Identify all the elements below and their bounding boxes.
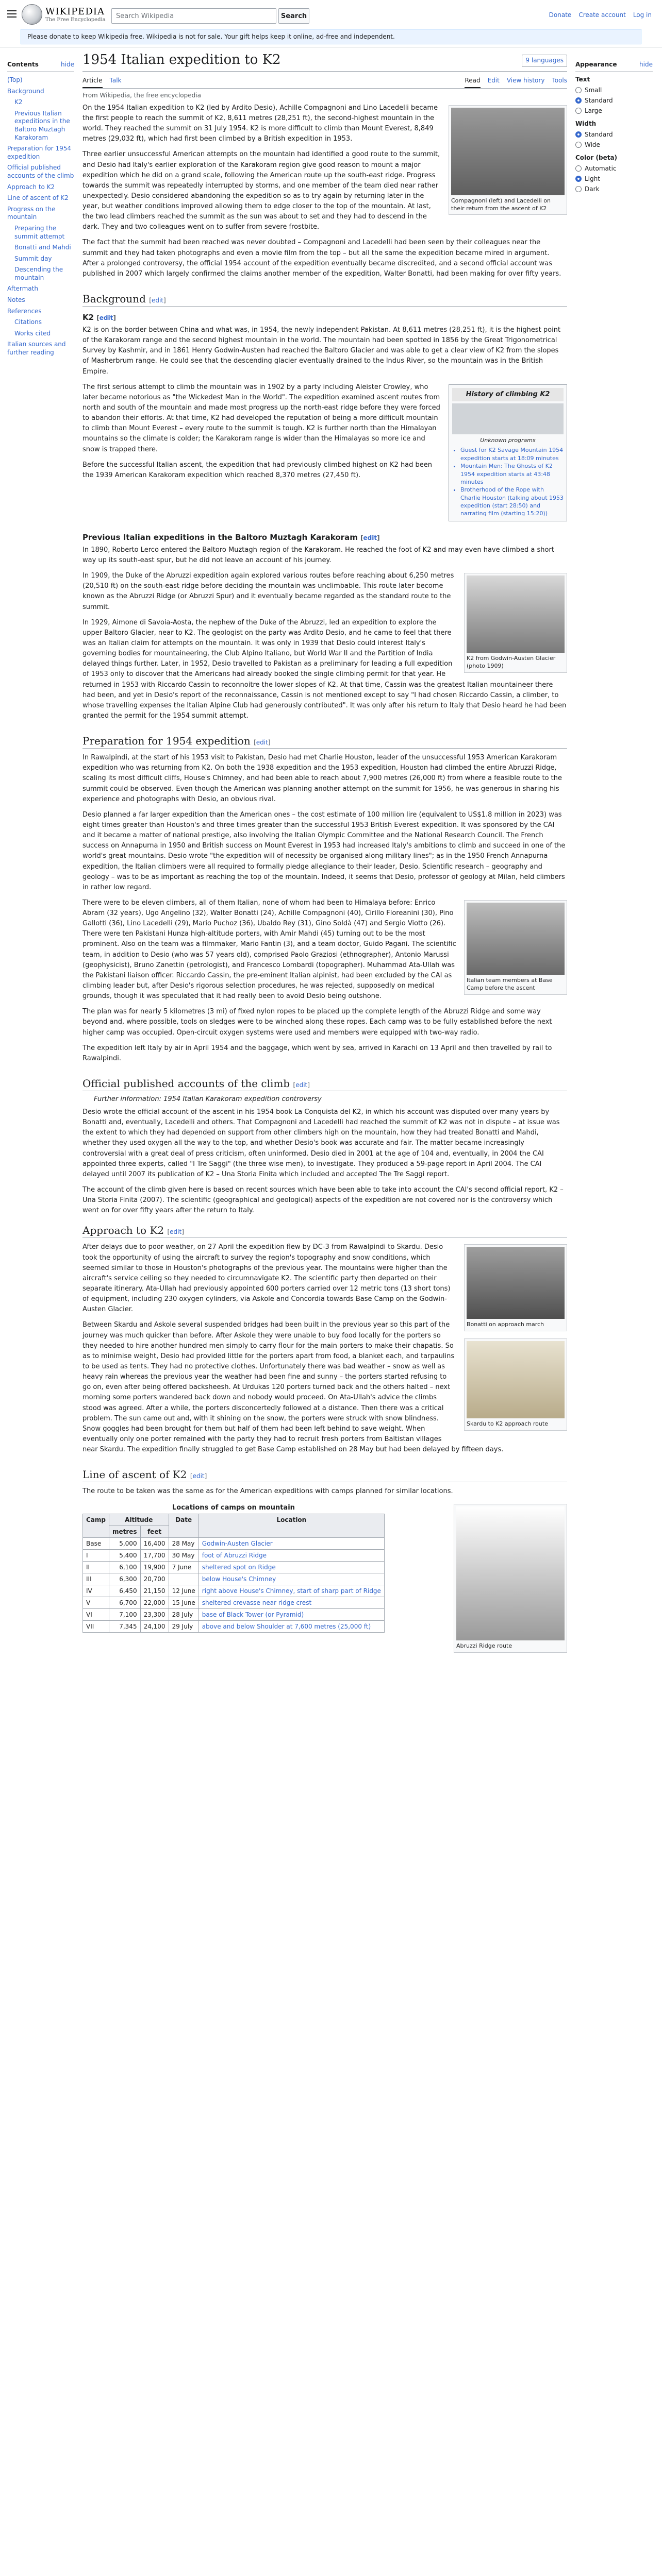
heading-background: Background [edit] <box>82 293 567 307</box>
image-caption: Bonatti on approach march <box>467 1321 544 1328</box>
heading-approach: Approach to K2 [edit] <box>82 1224 567 1238</box>
toc-hide-button[interactable]: hide <box>61 61 74 68</box>
table-cell: 5,000 <box>109 1538 141 1550</box>
radio-icon <box>575 87 582 93</box>
site-header <box>0 0 662 47</box>
heading-preparation: Preparation for 1954 expedition [edit] <box>82 735 567 749</box>
image-caption: K2 from Godwin-Austen Glacier (photo 1909) <box>467 655 556 669</box>
table-cell: 6,300 <box>109 1573 141 1585</box>
color-label: Color (beta) <box>575 154 618 161</box>
toc-item[interactable]: References <box>7 307 42 315</box>
logo-tagline: The Free Encyclopedia <box>45 17 106 23</box>
table-row <box>83 1550 385 1562</box>
site-logo[interactable] <box>22 4 106 25</box>
tab-article[interactable]: Article <box>82 74 103 88</box>
preparation-paragraph: Desio planned a far larger expedition than the American ones – the cost estimate of 100 million lire (equivalent to US$1.8 million in 2023) was eight times greater than Houston's and three times greater than the successful 1953 British Everest expedition. It was sponsored by the CAI and it became a matter of national prestige, also involving the Italian Olympic Committee and the National Research Council. The French success on Annapurna in 1950 and British success on Mount Everest in 1953 had increased Italy's ambitions to climb and succeed in one of the world's great mountains. Desio wrote "the expedition will of necessity be organised along military lines"; as in the 1950 French Annapurna expedition, the Italian climbers were all required to formally pledge allegiance to their leader, Desio. Scientific research – geography and geology – was to be as important as reaching the top of the mountain. Indeed, it seems that Desio, professor of geology at Milan, held climbers in rather low regard. <box>82 810 566 891</box>
table-cell: 17,700 <box>140 1550 169 1562</box>
table-cell: 23,300 <box>140 1609 169 1621</box>
edit-section-link[interactable]: edit <box>295 1081 308 1089</box>
tab-history[interactable]: View history <box>506 76 545 84</box>
previous-paragraph: In 1909, the Duke of the Abruzzi expedition again explored various routes before reaching about 6,250 metres (20,510 ft) on the south-east ridge before deciding the mountain was unclimbable. This route later become known as the Abruzzi Ridge (or Abruzzi Spur) and it eventually became regarded as the standard route to the summit. <box>82 572 454 611</box>
tab-read[interactable]: Read <box>465 74 480 88</box>
preparation-paragraph: In Rawalpindi, at the start of his 1953 visit to Pakistan, Desio had met Charlie Houston, leader of the unsuccessful 1953 American Karakoram expedition who was returning from K2. On both the 1938 expedition and the 1953 expedition, Houston had climbed the entire Abruzzi Ridge, scaling its most difficult cliffs, House's Chimney, and had been able to reach about 7,900 metres (26,000 ft) from where a feasible route to the summit could be observed. Even though the American was planning another attempt on the summit for 1956, he was generous in sharing his experience and photographs with Desio, an obvious rival. <box>82 754 562 803</box>
table-cell: 7,100 <box>109 1609 141 1621</box>
ridge-route-photo[interactable] <box>456 1506 565 1640</box>
toc-list <box>7 75 74 359</box>
heading-previous-expeditions: Previous Italian expeditions in the Baltoro Muztagh Karakoram [edit] <box>82 532 380 542</box>
tab-tools[interactable]: Tools <box>552 76 567 84</box>
hatnote[interactable]: Further information: 1954 Italian Karakoram expedition controversy <box>94 1095 322 1104</box>
table-cell: 19,900 <box>140 1562 169 1573</box>
table-cell: 12 June <box>169 1585 198 1597</box>
radio-icon <box>575 131 582 138</box>
login-link[interactable]: Log in <box>633 11 652 19</box>
summit-photo[interactable] <box>451 108 565 195</box>
table-cell[interactable]: below House's Chimney <box>198 1573 384 1585</box>
edit-section-link[interactable]: edit <box>256 739 268 747</box>
appearance-title: Appearance <box>575 61 617 68</box>
table-cell: 30 May <box>169 1550 198 1562</box>
toc-item[interactable]: Preparation for 1954 expedition <box>7 145 71 160</box>
table-cell: 7 June <box>169 1562 198 1573</box>
bonatti-photo[interactable] <box>467 1247 565 1319</box>
table-cell: 5,400 <box>109 1550 141 1562</box>
table-cell: III <box>83 1573 109 1585</box>
table-cell: VII <box>83 1621 109 1633</box>
table-cell: 6,100 <box>109 1562 141 1573</box>
page-title <box>82 52 567 72</box>
from-wikipedia-note: From Wikipedia, the free encyclopedia <box>82 91 201 99</box>
color-option[interactable]: Automatic <box>575 163 653 174</box>
previous-paragraph: In 1929, Aimone di Savoia-Aosta, the nephew of the Duke of the Abruzzi, led an expedition to explore the upper Baltoro Glacier, near to K2. The geologist on the party was Ardito Desio, and he came to feel that there was an Italian claim for attempts on the mountain. It was only in 1939 that Desio could interest Italy's governing bodies for mountaineering, the Club Alpino Italiano, but World War II and the Partition of India delayed things further. Later, in 1952, Desio travelled to Pakistan as a preliminary for leading a full expedition of 1953 only to discover that the Americans had already booked the single climbing permit for that year. He returned in 1953 with Riccardo Cassin to reconnoitre the lower slopes of K2. At that time, Cassin was the greatest Italian mountaineer there had been, and yet in Desio's report of the reconnaissance, Cassin is not mentioned except to say "I had chosen Riccardo Cassin, a climber, to whose travelling expenses the Italian Alpine Club had generously contributed". It was only after his return to Italy that Desio heard he had been granted the permit for the 1954 summit attempt. <box>82 618 567 720</box>
text-size-option[interactable]: Large <box>575 106 653 116</box>
table-cell: 24,100 <box>140 1621 169 1633</box>
radio-icon <box>575 97 582 104</box>
heading-k2: K2 [edit] <box>82 313 116 323</box>
line-paragraph: The route to be taken was the same as for the American expeditions with camps planned for similar locations. <box>82 1487 453 1496</box>
image-caption: Abruzzi Ridge route <box>456 1642 512 1650</box>
toc-item[interactable]: Italian sources and further reading <box>7 341 66 357</box>
personal-tools <box>549 11 652 19</box>
toc-item[interactable]: Bonatti and Mahdi <box>14 244 71 251</box>
table-cell[interactable]: above and below Shoulder at 7,600 metres (25,000 ft) <box>198 1621 384 1633</box>
navbox-video-thumbnail[interactable] <box>452 403 564 434</box>
donate-link[interactable]: Donate <box>549 11 572 19</box>
toc-item[interactable]: (Top) <box>7 76 23 83</box>
history-navbox <box>449 384 567 521</box>
radio-icon <box>575 108 582 114</box>
toc-item[interactable]: Summit day <box>14 255 52 262</box>
edit-section-link[interactable]: edit <box>170 1228 182 1236</box>
tab-edit[interactable]: Edit <box>487 76 500 84</box>
team-photo[interactable] <box>467 903 565 975</box>
tab-talk[interactable]: Talk <box>109 76 122 84</box>
table-row <box>83 1585 385 1597</box>
toc-item[interactable]: Official published accounts of the climb <box>7 164 74 179</box>
column-subheader: metres <box>109 1526 141 1538</box>
table-cell[interactable]: base of Black Tower (or Pyramid) <box>198 1609 384 1621</box>
wikipedia-globe-icon <box>22 4 42 25</box>
column-header: Camp <box>83 1514 109 1538</box>
table-cell[interactable]: sheltered spot on Ridge <box>198 1562 384 1573</box>
page-tabs <box>82 74 567 89</box>
navbox-title: History of climbing K2 <box>452 388 564 401</box>
logo-wordmark: WIKIPEDIA <box>45 6 105 17</box>
toc-item[interactable]: Descending the mountain <box>14 266 63 281</box>
text-size-option[interactable]: Small <box>575 85 653 95</box>
image-caption: Italian team members at Base Camp before the ascent <box>467 976 553 991</box>
toc-item[interactable]: Line of ascent of K2 <box>7 194 69 202</box>
heading-line-of-ascent: Line of ascent of K2 [edit] <box>82 1468 567 1482</box>
toc-item[interactable]: Progress on the mountain <box>7 205 56 221</box>
table-row <box>83 1609 385 1621</box>
table-cell <box>169 1573 198 1585</box>
table-cell[interactable]: foot of Abruzzi Ridge <box>198 1550 384 1562</box>
column-header: Altitude <box>109 1514 169 1526</box>
search-input[interactable]: Search Wikipedia <box>111 8 276 24</box>
edit-section-link[interactable]: edit <box>99 314 113 322</box>
navbox-caption: Unknown programs <box>480 436 536 444</box>
approach-map[interactable] <box>467 1341 565 1418</box>
infobox-image <box>449 105 567 215</box>
intro-paragraph: The fact that the summit had been reached was never doubted – Compagnoni and Lacedelli had been seen by their colleagues near the summit and they had taken photographs and even a movie film from the top – but all the same the expedition became mired in argument. After a prolonged controversy, the official 1954 account of the expedition eventually became discredited, and a second official account was published in 2007 which largely confirmed the claims another member of the expedition, Walter Bonatti, had been making for over fifty years. <box>82 239 561 278</box>
table-of-contents <box>7 61 74 359</box>
intro-paragraph: Three earlier unsuccessful American attempts on the mountain had identified a good route to the summit, and Desio had Italy's earlier exploration of the Karakoram region give good reason to mount a major expedition which he did on a grand scale, following the American route up the south-east ridge. Progress towards the summit was repeatedly interrupted by storms, and one member of the team died near rather unexpectedly. Desio considered abandoning the expedition so as to try again by returning later in the year, but weather conditions improved allowing them to edge closer to the top of the mountain. At last, the two lead climbers reached the summit as the sun was about to set and they had to descend in the dark. They and two colleagues went on to suffer from severe frostbite. <box>82 150 440 231</box>
radio-icon <box>575 186 582 192</box>
k2-paragraph: Before the successful Italian ascent, the expedition that had previously climbed highest on K2 had been the 1939 American Karakoram expedition which reached 8,370 metres (27,450 ft). <box>82 461 433 479</box>
table-cell: 28 July <box>169 1609 198 1621</box>
table-cell: 21,150 <box>140 1585 169 1597</box>
godwin-austen-image <box>464 573 567 673</box>
appearance-panel <box>575 61 653 194</box>
toc-item[interactable]: Previous Italian expeditions in the Baltoro Muztagh Karakoram <box>14 109 70 141</box>
table-cell[interactable]: Godwin-Austen Glacier <box>198 1538 384 1550</box>
table-cell: IV <box>83 1585 109 1597</box>
fundraising-banner[interactable]: Please donate to keep Wikipedia free. Wikipedia is not for sale. Your gift helps keep it online, ad-free and independent. <box>21 29 641 44</box>
edit-section-link[interactable]: edit <box>192 1472 205 1480</box>
edit-section-link[interactable]: edit <box>151 297 164 304</box>
table-row <box>83 1621 385 1633</box>
width-option[interactable]: Standard <box>575 129 653 140</box>
article-body <box>82 52 567 1658</box>
width-label: Width <box>575 120 597 127</box>
camps-table-body <box>83 1538 385 1633</box>
toc-item[interactable]: Aftermath <box>7 285 38 293</box>
table-cell: VI <box>83 1609 109 1621</box>
table-cell: I <box>83 1550 109 1562</box>
toc-item[interactable]: Preparing the summit attempt <box>14 224 65 240</box>
column-subheader: feet <box>140 1526 169 1538</box>
edit-section-link[interactable]: edit <box>363 534 377 541</box>
table-cell: II <box>83 1562 109 1573</box>
table-cell: 6,700 <box>109 1597 141 1609</box>
bonatti-image <box>464 1244 567 1331</box>
color-option[interactable]: Light <box>575 174 653 184</box>
table-cell[interactable]: right above House's Chimney, start of sharp part of Ridge <box>198 1585 384 1597</box>
radio-icon <box>575 142 582 148</box>
k2-glacier-photo[interactable] <box>467 575 565 653</box>
column-header: Location <box>198 1514 384 1538</box>
table-cell: 16,400 <box>140 1538 169 1550</box>
navbox-item[interactable]: • Brotherhood of the Rope with Charlie Houston (talking about 1953 expedition (start 28:50) and narrating film (starting 15:20)) <box>460 486 564 518</box>
previous-paragraph: In 1890, Roberto Lerco entered the Baltoro Muztagh region of the Karakoram. He reached the foot of K2 and may even have climbed a short way up its south-east spur, but he did not leave an account of his journey. <box>82 546 554 564</box>
appearance-hide-button[interactable]: hide <box>639 61 653 68</box>
heading-official-accounts: Official published accounts of the climb [edit] <box>82 1077 567 1091</box>
toc-item[interactable]: Approach to K2 <box>7 183 55 191</box>
toc-item[interactable]: Citations <box>14 318 42 326</box>
color-option[interactable]: Dark <box>575 184 653 194</box>
table-cell: 7,345 <box>109 1621 141 1633</box>
page-title-text: 1954 Italian expedition to K2 <box>82 52 281 67</box>
infobox-caption: Compagnoni (left) and Lacedelli on their return from the ascent of K2 <box>451 197 551 212</box>
camps-table <box>82 1502 385 1633</box>
table-cell: 20,700 <box>140 1573 169 1585</box>
width-option[interactable]: Wide <box>575 140 653 150</box>
toc-item[interactable]: Notes <box>7 296 25 304</box>
team-image <box>464 900 567 995</box>
k2-paragraph: The first serious attempt to climb the mountain was in 1902 by a party including Aleister Crowley, who later became notorious as "the Wickedest Man in the World". The expedition examined ascent routes from north and south of the mountain and made most progress up the north-east ridge before they were forced to abandon their efforts. At that time, K2 had developed the reputation of being a more difficult mountain to climb than Mount Everest – every route to the summit is tough. K2 is further north than the Himalayan mountains so the climate is colder; the Karakoram range is wider than the Himalayas so more ice and snow is trapped there. <box>82 383 440 453</box>
main-menu-icon[interactable] <box>7 10 16 18</box>
table-cell: V <box>83 1597 109 1609</box>
table-row <box>83 1538 385 1550</box>
radio-icon <box>575 165 582 172</box>
table-cell: 15 June <box>169 1597 198 1609</box>
radio-icon <box>575 176 582 182</box>
text-size-option[interactable]: Standard <box>575 95 653 106</box>
navbox-item[interactable]: • Guest for K2 Savage Mountain 1954 expedition starts at 18:09 minutes <box>460 446 564 462</box>
table-row <box>83 1562 385 1573</box>
route-map-image <box>464 1338 567 1431</box>
approach-paragraph: After delays due to poor weather, on 27 April the expedition flew by DC-3 from Rawalpindi to Skardu. Desio took the opportunity of using the aircraft to survey the region's topography and snow conditions, which seemed similar to those in Houston's photographs of the previous year. The mountains were higher than the aircraft's service ceiling so they needed to circumnavigate K2. The scientific party then departed on their separate itinerary. Ata-Ullah had previously appointed 600 porters carried over 12 metric tons (13 short tons) of equipment, including 230 oxygen cylinders, via Askole and Concordia towards Base Camp on the Godwin-Austen Glacier. <box>82 1243 451 1314</box>
official-paragraph: Desio wrote the official account of the ascent in his 1954 book La Conquista del K2, in which his account was disputed over many years by Bonatti and, eventually, Lacedelli and others. That Compagnoni and Lacedelli had reached the summit of K2 was not in dispute – at issue was the extent to which they had depended on support from other climbers high on the mountain, how they had treated Bonatti and Mahdi, whether they used oxygen all the way to the top, and whether Desio's book was accurate and fair. The matter became increasingly controversial with a great deal of press criticism, often uninformed. Desio died in 2001 at the age of 104 and, eventually, in 2004 the CAI appointed three experts, called "I Tre Saggi" (the three wise men), to investigate. They produced a 59-page report in April 2004. The CAI delayed until 2007 its publication of K2 – Una Storia Finita which included and accepted The Tre Saggi report. <box>82 1108 560 1178</box>
table-cell: 29 July <box>169 1621 198 1633</box>
table-cell: 22,000 <box>140 1597 169 1609</box>
text-size-label: Text <box>575 76 590 83</box>
preparation-paragraph: The plan was for nearly 5 kilometres (3 mi) of fixed nylon ropes to be placed up the complete length of the Abruzzi Ridge and some way beyond and, where possible, tools on sledges were to be winched along these ropes. Each camp was to be fully established before the next higher camp was occupied. Open-circuit oxygen systems were used and members were equipped with two-way radio. <box>82 1008 552 1037</box>
toc-item[interactable]: K2 <box>14 98 23 106</box>
navbox-item[interactable]: • Mountain Men: The Ghosts of K2 1954 expedition starts at 43:48 minutes <box>460 462 564 486</box>
table-cell: 28 May <box>169 1538 198 1550</box>
table-row <box>83 1597 385 1609</box>
toc-title: Contents <box>7 61 39 68</box>
intro-paragraph: On the 1954 Italian expedition to K2 (led by Ardito Desio), Achille Compagnoni and Lino Lacedelli became the first people to reach the summit of K2, 8,611 metres (28,251 ft), the second-highest mountain in the world. They reached the summit on 31 July 1954. K2 is more difficult to climb than Mount Everest, 8,849 metres (29,032 ft), which had first been climbed by a British expedition in 1953. <box>82 104 438 143</box>
language-button[interactable]: 9 languages <box>522 55 567 67</box>
table-cell[interactable]: sheltered crevasse near ridge crest <box>198 1597 384 1609</box>
column-header: Date <box>169 1514 198 1538</box>
create-account-link[interactable]: Create account <box>578 11 626 19</box>
image-caption: Skardu to K2 approach route <box>467 1420 548 1428</box>
preparation-paragraph: The expedition left Italy by air in April 1954 and the baggage, which went by sea, arrived in Karachi on 13 April and then travelled by rail to Rawalpindi. <box>82 1044 552 1062</box>
approach-paragraph: Between Skardu and Askole several suspended bridges had been built in the previous year so this part of the journey was much quicker than before. After Askole they were unable to buy food locally for the porters so they needed to hire another hundred men simply to carry flour for the main porters to make their chapatis. So as to minimise weight, Desio had provided little for the porters apart from food, a blanket each, and tarpaulins to be used as tents. They had no protective clothes. Unfortunately there was bad weather – snow as well as heavy rain whereas the previous year the weather had been fine and sunny – the porters started refusing to go on, even after being offered backsheesh. At Urdukas 120 porters turned back and the others halted – next morning some porters wandered back down and nobody would proceed. On Ata-Ullah's advice the climbs stood was agreed. After a while, the porters disconcertedly followed at a distance. Then there was a critical problem. The sun came out and, with it shining on the snow, the porters were struck with snow blindness. Snow goggles had been brought for them but half of them had been left behind to save weight. When eventually only one porter remained with the party they had to recruit fresh porters from Baltistan villages near Skardu. The expedition finally struggled to get Base Camp established on 28 May but had been delayed by fifteen days. <box>82 1321 504 1454</box>
table-cell: Base <box>83 1538 109 1550</box>
toc-item[interactable]: Works cited <box>14 329 51 337</box>
table-cell: 6,450 <box>109 1585 141 1597</box>
preparation-paragraph: There were to be eleven climbers, all of them Italian, none of whom had been to Himalaya before: Enrico Abram (32 years), Ugo Angelino (32), Walter Bonatti (24), Achille Compagnoni (40), Cirillo Floreanini (30), Pino Gallotti (36), Lino Lacedelli (29), Mario Puchoz (36), Ubaldo Rey (31), Gino Soldà (47) and Sergio Viotto (26). There were ten Pakistani Hunza high-altitude porters, with Amir Mahdi (45) turning out to be the most prominent. Also on the team was a filmmaker, Mario Fantin (3), and a team doctor, Guido Pagani. The scientific team, in addition to Desio (who was 57 years old), comprised Paolo Graziosi (ethnographer), Antonio Marussi (geophysicist), Bruno Zanettin (petrologist), and Francesco Lombardi (topographer). Muhammad Ata-Ullah was the Pakistani liaison officer. Riccardo Cassin, the pre-eminent Italian alpinist, had been excluded by the CAI as climbing leader but, after Desio's rigorous selection procedures, he was rejected, supposedly on medical grounds, though it was speculated that it had really been to avoid Desio being outshone. <box>82 899 456 1001</box>
search-button[interactable]: Search <box>278 8 309 24</box>
official-paragraph: The account of the climb given here is based on recent sources which have been able to take into account the CAI's second official report, K2 – Una Storia Finita (2007). The scientific (geographical and geological) aspects of the expedition are not covered nor is the controversy which went on for over fifty years after the return to Italy. <box>82 1186 564 1215</box>
camps-table-caption: Locations of camps on mountain <box>172 1504 295 1512</box>
ridge-route-image <box>454 1504 567 1653</box>
k2-paragraph: K2 is on the border between China and what was, in 1954, the newly independent Pakistan. At 8,611 metres (28,251 ft), it is the highest point of the Karakoram range and the second highest mountain in the world. The mountain had been spotted in 1856 by the Great Trigonometrical Survey by Kashmir, and in 1861 Henry Godwin-Austen had reached the Baltoro Glacier and was able to get a clear view of K2 from the slopes of Masherbrum range. He could see that the descending glacier eventually drained to the Indus River, so the mountain was in the British Empire. <box>82 326 561 376</box>
toc-item[interactable]: Background <box>7 87 44 95</box>
table-row <box>83 1573 385 1585</box>
